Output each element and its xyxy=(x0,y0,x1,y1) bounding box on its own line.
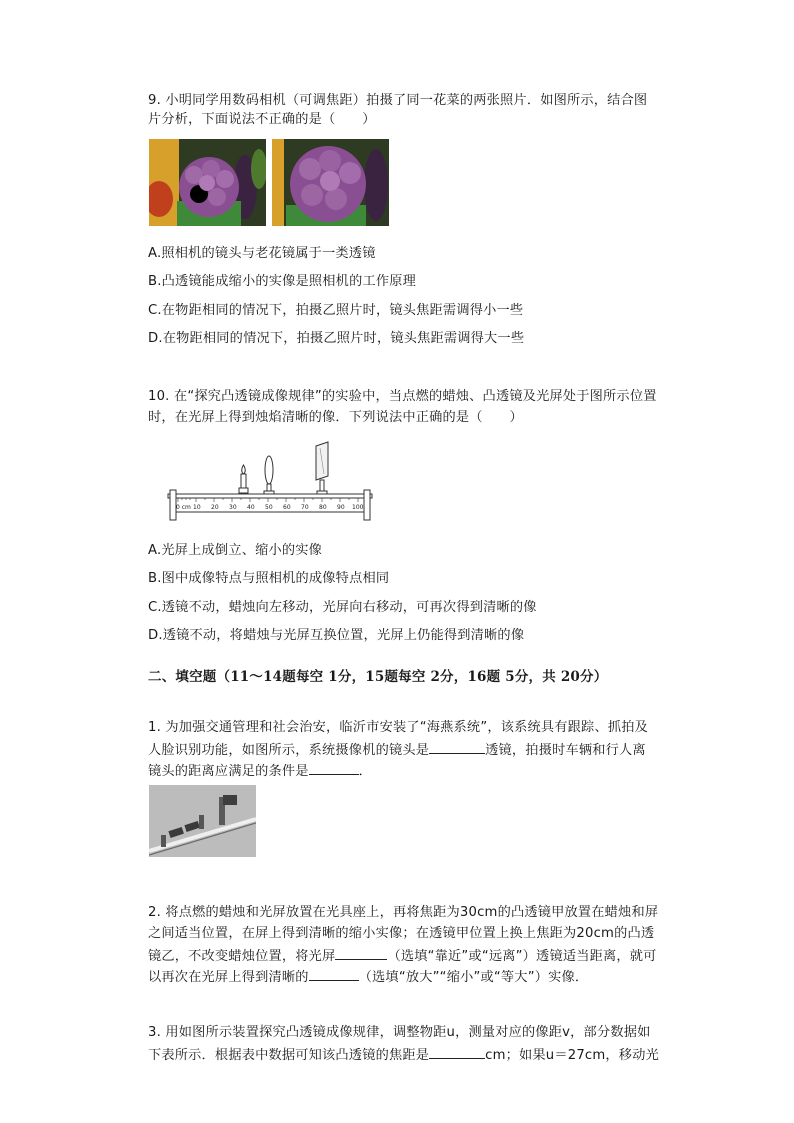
q10-option-a: A.光屏上成倒立、缩小的实像 xyxy=(148,543,323,558)
f2-stem-line3 xyxy=(148,945,657,967)
q9-stem-line2: 片分析，下面说法不正确的是（ ） xyxy=(148,112,376,127)
optical-bench-diagram xyxy=(164,440,376,526)
f3-text: 下表所示．根据表中数据可知该凸透镜的焦距是 xyxy=(148,1048,430,1063)
answer-blank[interactable] xyxy=(309,966,359,981)
q10-stem-line2: 时，在光屏上得到烛焰清晰的像．下列说法中正确的是（ ） xyxy=(148,410,523,425)
q10-option-b: B.图中成像特点与照相机的成像特点相同 xyxy=(148,571,390,586)
f2-stem-line1: 2. 将点燃的蜡烛和光屏放置在光具座上，再将焦距为30cm的凸透镜甲放置在蜡烛和屏 xyxy=(148,905,659,920)
f2-text: （选填“放大”“缩小”或“等大”）实像． xyxy=(358,970,589,985)
q10-option-c: C.透镜不动，蜡烛向左移动，光屏向右移动，可再次得到清晰的像 xyxy=(148,600,537,615)
q10-stem-line1: 10. 在“探究凸透镜成像规律”的实验中，当点燃的蜡烛、凸透镜及光屏处于图所示位置 xyxy=(148,389,657,404)
answer-blank[interactable] xyxy=(309,760,359,775)
f1-text: 镜头的距离应满足的条件是 xyxy=(148,764,309,779)
q9-stem-line1: 9. 小明同学用数码相机（可调焦距）拍摄了同一花菜的两张照片．如图所示，结合图 xyxy=(148,93,648,108)
f1-text: 透镜，拍摄时车辆和行人离 xyxy=(485,743,646,758)
ruler-tick-label: 50 xyxy=(265,504,273,511)
cauliflower-photo-a xyxy=(149,139,266,226)
ruler-tick-label: 80 xyxy=(319,504,327,511)
ruler-unit-label: 0 cm xyxy=(176,504,191,511)
ruler-tick-label: 90 xyxy=(337,504,345,511)
camera-system-photo xyxy=(149,785,256,857)
f2-text: 镜乙，不改变蜡烛位置，将光屏 xyxy=(148,949,336,964)
f1-stem-line2 xyxy=(148,739,646,761)
ruler-tick-label: 10 xyxy=(193,504,201,511)
f1-stem-line3 xyxy=(148,760,372,782)
f2-text: （选填“靠近”或“远离”）透镜适当距离，就可 xyxy=(387,949,657,964)
q9-option-d: D.在物距相同的情况下，拍摄乙照片时，镜头焦距需调得大一些 xyxy=(148,331,525,346)
ruler-tick-label: 60 xyxy=(283,504,291,511)
q9-option-a: A.照相机的镜头与老花镜属于一类透镜 xyxy=(148,246,376,261)
q9-option-b: B.凸透镜能成缩小的实像是照相机的工作原理 xyxy=(148,274,416,289)
ruler-tick-label: 20 xyxy=(211,504,219,511)
q10-option-d: D.透镜不动，将蜡烛与光屏互换位置，光屏上仍能得到清晰的像 xyxy=(148,628,525,643)
answer-blank[interactable] xyxy=(335,945,387,960)
ruler-tick-label: 40 xyxy=(247,504,255,511)
cauliflower-photo-b xyxy=(272,139,389,226)
f2-stem-line2: 之间适当位置，在屏上得到清晰的缩小实像；在透镜甲位置上换上焦距为20cm的凸透 xyxy=(148,926,655,941)
ruler-tick-label: 100 xyxy=(352,504,364,511)
answer-blank[interactable] xyxy=(429,1044,485,1059)
ruler-tick-label: 70 xyxy=(301,504,309,511)
f2-stem-line4 xyxy=(148,966,588,988)
answer-blank[interactable] xyxy=(429,739,485,754)
f1-text: ． xyxy=(358,764,373,779)
f2-text: 以再次在光屏上得到清晰的 xyxy=(148,970,309,985)
f3-stem-line1: 3. 用如图所示装置探究凸透镜成像规律，调整物距u，测量对应的像距v，部分数据如 xyxy=(148,1025,651,1040)
f1-text: 人脸识别功能，如图所示，系统摄像机的镜头是 xyxy=(148,743,430,758)
f3-stem-line2 xyxy=(148,1044,659,1066)
q9-option-c: C.在物距相同的情况下，拍摄乙照片时，镜头焦距需调得小一些 xyxy=(148,303,524,318)
ruler-tick-label: 30 xyxy=(229,504,237,511)
f3-text: cm；如果u＝27cm，移动光 xyxy=(485,1048,659,1063)
f1-stem-line1: 1. 为加强交通管理和社会治安，临沂市安装了“海燕系统”，该系统具有跟踪、抓拍及 xyxy=(148,720,648,735)
section-heading-fill-in: 二、填空题（11～14题每空 1分，15题每空 2分，16题 5分，共 20分） xyxy=(148,669,608,685)
